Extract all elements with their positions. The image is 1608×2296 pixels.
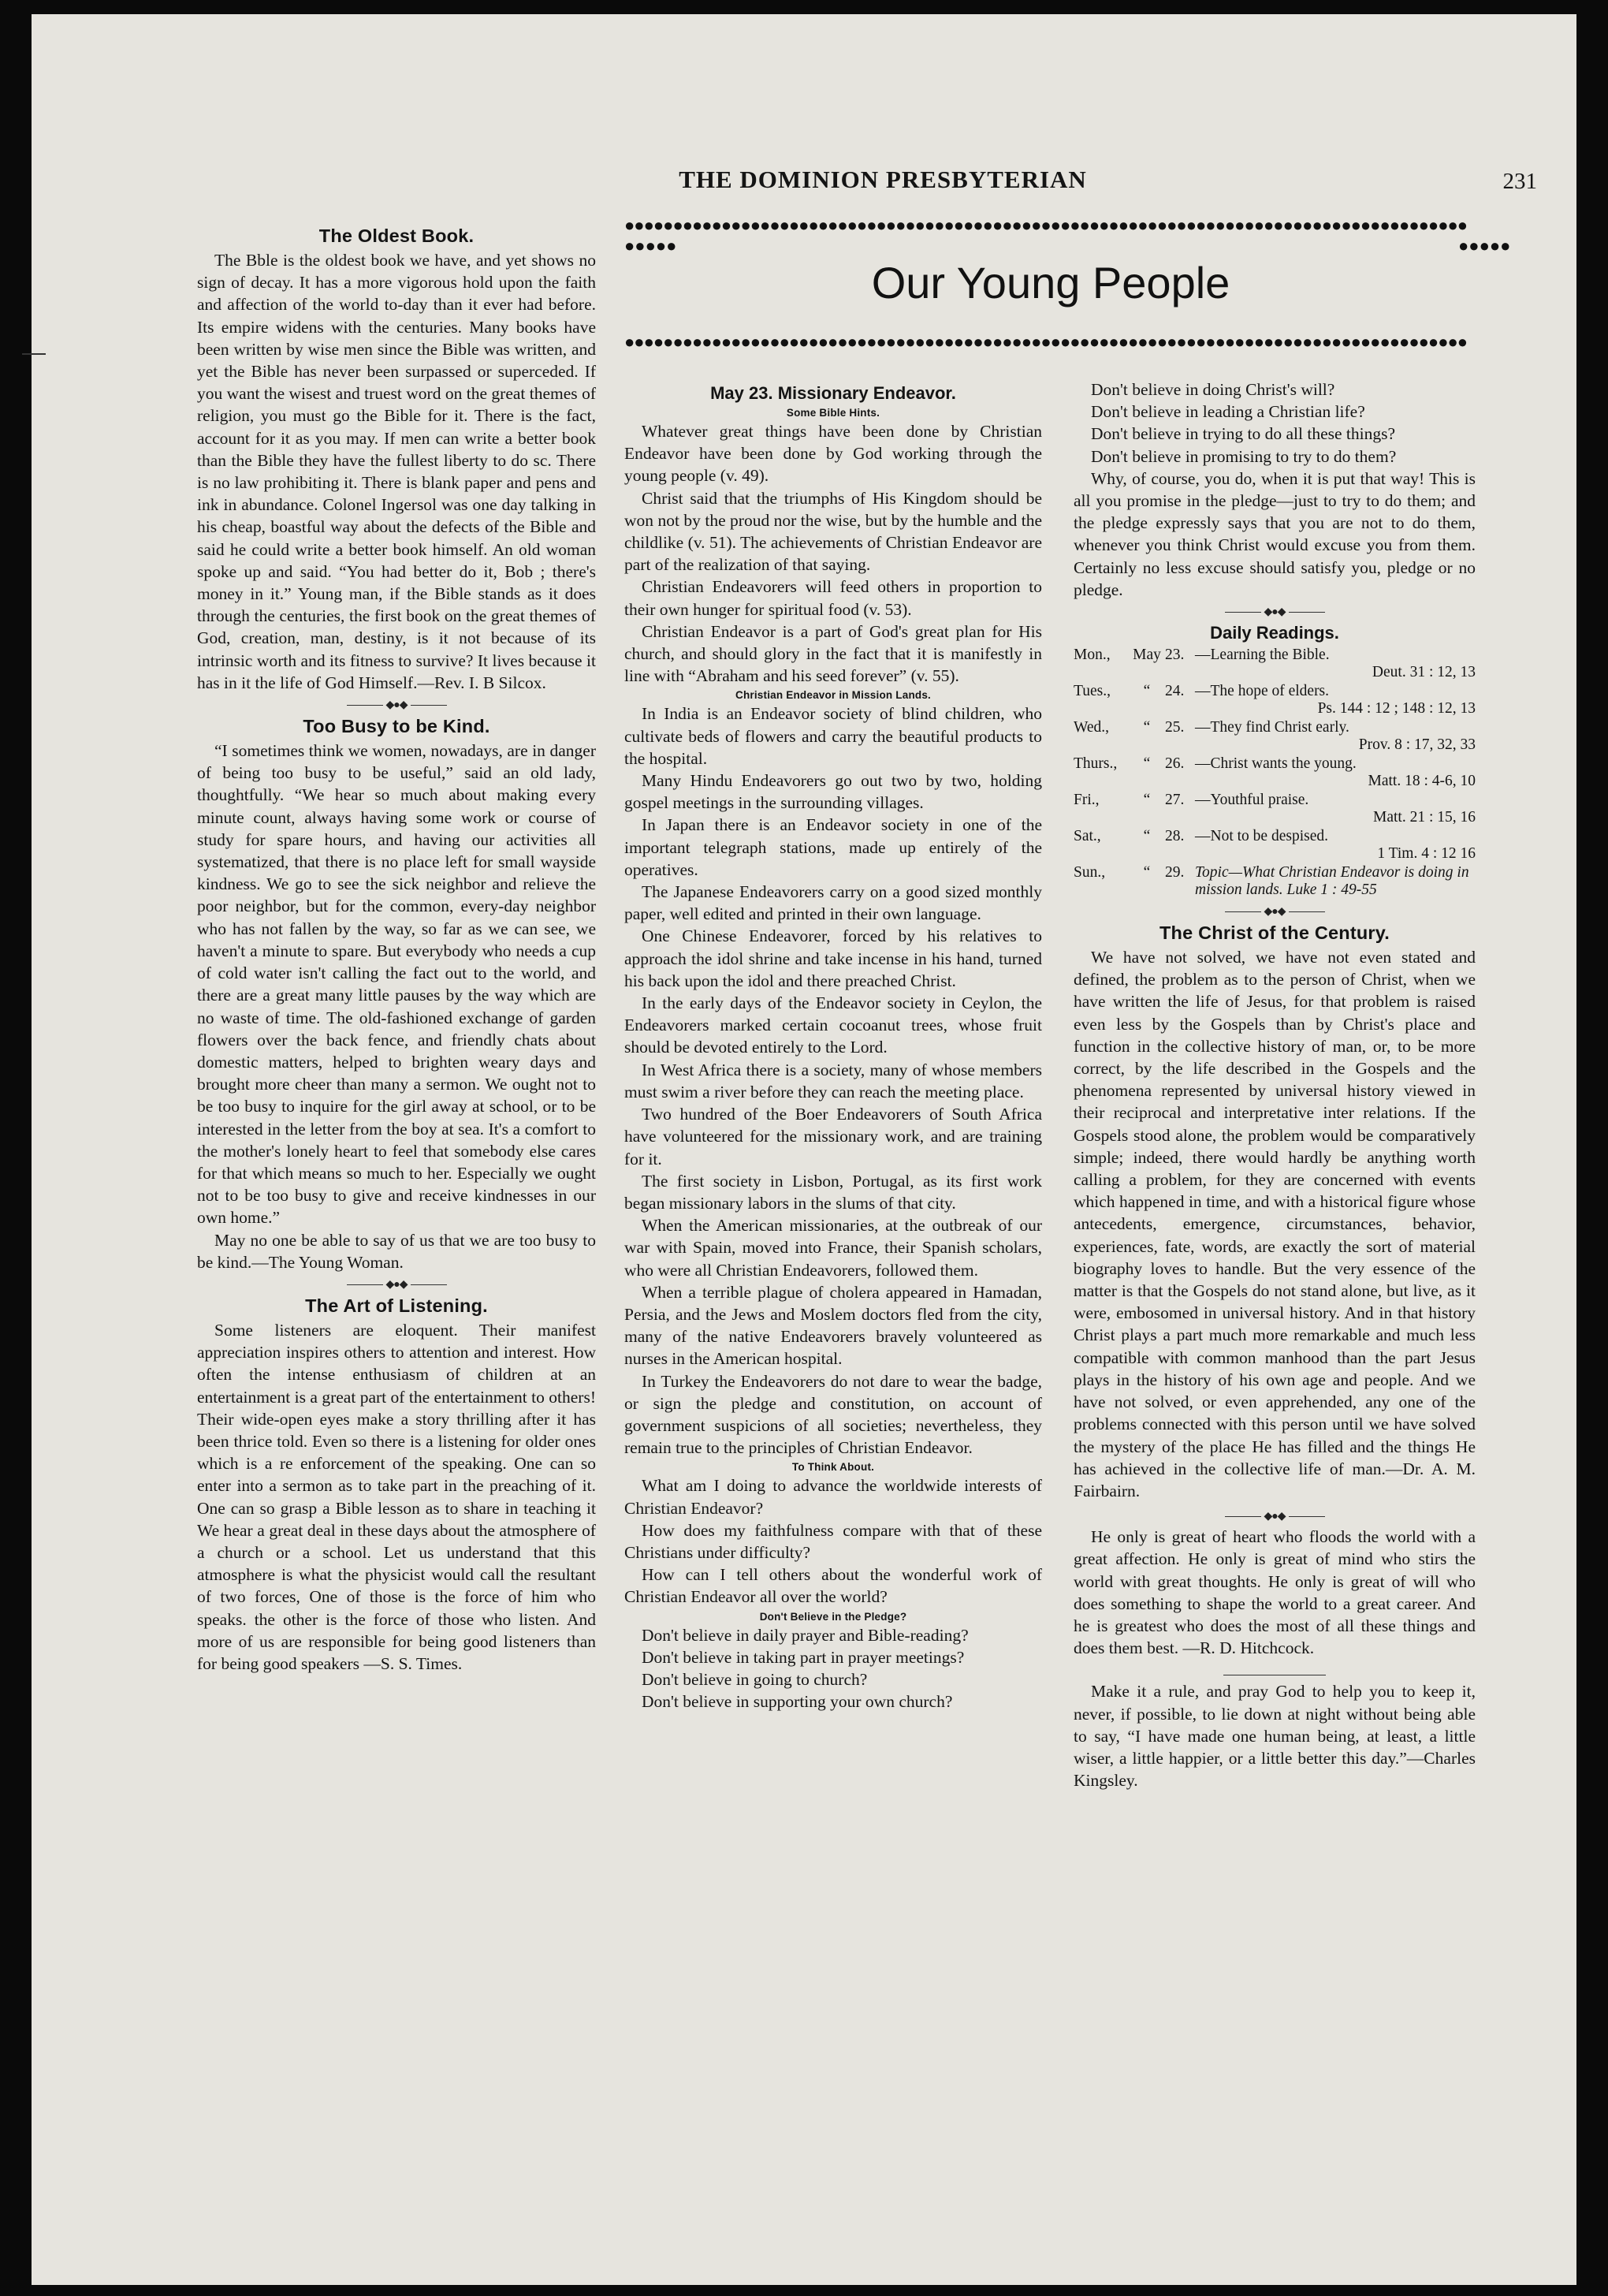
reading-reference: Prov. 8 : 17, 32, 33 <box>1358 736 1476 754</box>
article-body: Make it a rule, and pray God to help you to keep it, never, if possible, to lie down at night without being able to say, “I have made one human being, at least, a little wiser, a little happier, or a little better this day.”—Charles Kingsley. <box>1074 1682 1476 1791</box>
reading-date: 24. <box>1165 683 1185 700</box>
article-body: In the early days of the Endeavor society in Ceylon, the Endeavorers marked certain cocoanut trees, whose fruit should be devoted entirely to the Lord. <box>624 993 1042 1057</box>
newspaper-page <box>32 14 1576 2285</box>
chain-border-left: ●●●●● <box>624 236 677 255</box>
article-body: Don't believe in supporting your own church? <box>642 1692 953 1712</box>
section-divider: ◆●◆ <box>1074 1511 1476 1523</box>
subheading: Christian Endeavor in Mission Lands. <box>735 689 931 702</box>
article-body: Whatever great things have been done by Christian Endeavor have been done by God working through the young people (v. 49). <box>624 422 1042 486</box>
article-body: In West Africa there is a society, many of whose members must swim a river before they can reach the meeting place. <box>624 1060 1042 1101</box>
reading-day: Fri., <box>1074 792 1100 809</box>
article-title-missionary-endeavor: May 23. Missionary Endeavor. <box>710 383 956 403</box>
section-divider: ◆●◆ <box>197 1280 596 1291</box>
article-body: Don't believe in daily prayer and Bible-reading? <box>642 1625 969 1645</box>
article-body: Christian Endeavor is a part of God's great plan for His church, and should glory in the fact that it is manifestly in line with “Abraham and his seed forever” (v. 55). <box>624 621 1042 686</box>
reading-date: 29. <box>1165 864 1185 882</box>
article-body: The Bble is the oldest book we have, and yet shows no sign of decay. It has a more vigorous hold upon the faith and affection of the world to-day than it ever had before. Its empire widens with the centuries. Many books have been written by wise men since the Bible was written, and yet the Bible has never been surpassed or superceded. If you want the wisest and truest word on the great themes of religion, you must go the Bible for it. There is the fact, account for it as you may. If men can write a better book than the Bible they have the fullest liberty to do sc. There is no law prohibiting it. There is blank paper and pens and ink in abundance. Colonel Ingersol was one day talking in his cheap, boastful way about the defects of the Bible and said he could write a better book himself. An old woman spoke up and said. “You had better do it, Bob ; there's money in it.” Young man, if the Bible stands as it does through the centuries, the first book on the great themes of God, creation, man, destiny, is it not because of its intrinsic worth and its fitness to survive? It lives because it has in it the life of God Himself.—Rev. I. B Silcox. <box>197 251 596 692</box>
article-body: The Japanese Endeavorers carry on a good sized monthly paper, well edited and printed in their own language. <box>624 882 1042 924</box>
reading-row <box>1074 683 1476 700</box>
article-body: “I sometimes think we women, nowadays, are in danger of being too busy to be useful,” said an old lady, thoughtfully. “We hear so much about making every minute count, always having some work or course of study for spare hours, and having our activities all systematized, that there is no place left for small wayside kindness. We go to see the sick neighbor and relieve the poor neighbor, but for the common, every-day neighbor who has not fallen by the way, so far as we can see, we haven't a minute to spare. But everybody who needs a cup of cold water isn't calling the fact out to the world, and there are a great many little pauses by the way which are no waste of time. The old-fashioned exchange of garden flowers over the back fence, and friendly chats about domestic matters, helped to brighten weary days and brought more cheer than many a sermon. We ought not to be too busy to inquire for the girl away at school, or to be interested in the letter from the boy at sea. It's a comfort to the mother's lonely heart to feel that somebody else cares for that which means so much to her. Especially we ought not to be too busy to give and receive kindnesses in our own home.” <box>197 741 596 1228</box>
article-body: When a terrible plague of cholera appeared in Hamadan, Persia, and the Jews and Moslem doctors fled from the city, many of the native Endeavorers bravely volunteered as nurses in the American hospital. <box>624 1282 1042 1369</box>
reading-topic: —Christ wants the young. <box>1195 755 1357 773</box>
readings-table <box>1074 647 1476 900</box>
reading-month: “ <box>1143 828 1151 845</box>
reading-topic: —Learning the Bible. <box>1195 647 1330 664</box>
article-body: In Turkey the Endeavorers do not dare to wear the badge, or sign the pledge and constitution, on account of government suspicions of all societies; nevertheless, they remain true to the principles of Christian Endeavor. <box>624 1371 1042 1458</box>
chain-border-bottom: ●●●●●●●●●●●●●●●●●●●●●●●●●●●●●●●●●●●●●●●●●●●●●●●●●●●●●●●●●●●●●●●●●●●●●●●●●●●●●●●●●●●●●●● <box>624 332 1468 352</box>
article-body: He only is great of heart who floods the world with a great affection. He only is great of mind who stirs the world with great thoughts. He only is great of will who does something to shape the world to a great career. And he is greatest who does the most of all these things and does them best. —R. D. Hitchcock. <box>1074 1527 1476 1658</box>
reading-day: Tues., <box>1074 683 1111 700</box>
subheading: Some Bible Hints. <box>786 407 880 419</box>
article-title-oldest-book: The Oldest Book. <box>318 226 475 246</box>
subheading: To Think About. <box>791 1461 875 1474</box>
article-body: Don't believe in doing Christ's will? <box>1091 380 1335 399</box>
article-body: In India is an Endeavor society of blind children, who cultivate beds of flowers and carry the beautiful products to the hospital. <box>624 704 1042 768</box>
article-title-listening: The Art of Listening. <box>305 1295 488 1316</box>
reading-reference <box>1074 899 1476 900</box>
reading-row <box>1074 647 1476 664</box>
reading-topic: —They find Christ early. <box>1195 719 1349 736</box>
article-body: When the American missionaries, at the outbreak of our war with Spain, moved into France, their Spanish scholars, who were all Christian Endeavorers, followed them. <box>624 1216 1042 1280</box>
reading-reference: Deut. 31 : 12, 13 <box>1372 664 1476 681</box>
article-body: In Japan there is an Endeavor society in one of the important telegraph stations, made up entirely of the operatives. <box>624 815 1042 879</box>
reading-month: “ <box>1143 792 1151 809</box>
reading-topic: Topic—What Christian Endeavor is doing in mission lands. Luke 1 : 49-55 <box>1195 864 1469 899</box>
article-body: The first society in Lisbon, Portugal, as its first work began missionary labors in the slums of that city. <box>624 1171 1042 1213</box>
article-body: Many Hindu Endeavorers go out two by two, holding gospel meetings in the surrounding villages. <box>624 771 1042 813</box>
article-body: How can I tell others about the wonderful work of Christian Endeavor all over the world? <box>624 1565 1042 1607</box>
scan-edge-mark <box>22 353 46 355</box>
section-divider: ◆●◆ <box>1074 907 1476 918</box>
article-body: Some listeners are eloquent. Their manifest appreciation inspires others to attention and interest. How often the intense enthusiasm of children at an entertainment is a great part of the entertainment to others! Their wide-open eyes make a story thrilling after it has been thrice told. Even so there is a listening for older ones which is a re enforcement of the speaking. One can so enter into a sermon as to take part in the preaching of it. One can so grasp a Bible lesson as to share in teaching it We hear a great deal in these days about the atmosphere of a church or a school. Let us understand that this atmosphere is what the physicist would call the resultant of two forces, One of those is the force of him who speaks. the other is the force of those who listen. And more of us are responsible for being good listeners than for being good speakers —S. S. Times. <box>197 1320 596 1673</box>
article-body: Don't believe in leading a Christian life? <box>1091 402 1365 422</box>
reading-date: 27. <box>1165 792 1185 809</box>
reading-day: Wed., <box>1074 719 1109 736</box>
article-title-too-busy: Too Busy to be Kind. <box>303 716 490 737</box>
section-title: Our Young People <box>871 258 1230 308</box>
article-body: One Chinese Endeavorer, forced by his relatives to approach the idol shrine and take incense in his hand, turned his back upon the idol and there preached Christ. <box>624 926 1042 990</box>
reading-day: Sat., <box>1074 828 1101 845</box>
column-left <box>197 221 596 1675</box>
article-body: Don't believe in taking part in prayer meetings? <box>642 1647 965 1667</box>
reading-day: Thurs., <box>1074 755 1118 773</box>
article-body: Christ said that the triumphs of His Kingdom should be won not by the proud nor the wise, but by the humble and the childlike (v. 51). The achievements of Christian Endeavor are part of the realization of that saying. <box>624 488 1042 575</box>
reading-topic: —Youthful praise. <box>1195 792 1309 809</box>
article-body: Two hundred of the Boer Endeavorers of South Africa have volunteered for the missionary work, and are training for it. <box>624 1105 1042 1168</box>
page-number: 231 <box>1502 169 1537 194</box>
reading-date: 25. <box>1165 719 1185 736</box>
reading-month: “ <box>1143 719 1151 736</box>
chain-border-top: ●●●●●●●●●●●●●●●●●●●●●●●●●●●●●●●●●●●●●●●●●●●●●●●●●●●●●●●●●●●●●●●●●●●●●●●●●●●●●●●●●●●●●●● <box>624 215 1468 235</box>
article-body: Don't believe in promising to try to do them? <box>1091 446 1397 466</box>
reading-topic: —Not to be despised. <box>1195 828 1328 845</box>
article-body: Christian Endeavorers will feed others in proportion to their own hunger for spiritual food (v. 53). <box>624 577 1042 619</box>
reading-date: 26. <box>1165 755 1185 773</box>
section-banner <box>624 215 1511 352</box>
reading-row <box>1074 828 1476 845</box>
reading-row <box>1074 792 1476 809</box>
section-divider: ◆●◆ <box>197 700 596 711</box>
article-body: Don't believe in trying to do all these things? <box>1091 424 1396 444</box>
reading-date: 23. <box>1165 647 1185 664</box>
reading-row <box>1074 719 1476 736</box>
reading-month: “ <box>1143 683 1151 700</box>
column-middle <box>624 378 1042 1713</box>
reading-reference: Matt. 21 : 15, 16 <box>1373 809 1476 826</box>
article-body: We have not solved, we have not even stated and defined, the problem as to the person of Christ, when we have written the life of Jesus, for that problem is raised even less by the Gospels than by Christ's place and function in the collective history of man, or, to be more correct, by the life described in the Gospels and the phenomena represented by universal history viewed in their reciprocal and interpretative inter relations. If the Gospels stood alone, the problem would be comparatively simple; indeed, there would hardly be anything worth calling a problem, for they are concerned with events which happened in time, and with a historical figure whose antecedents, emergence, circumstances, behavior, experiences, fate, words, are exactly the sort of material biography loves to handle. But the very essence of the matter is that the Gospels do not stand alone, but live, as it were, embosomed in universal history. And in that history Christ plays a part much more remarkable and much less compatible with common manhood than the part Jesus plays in the history of his own age and people. And we have not solved, or even apprehended, any one of the problems connected with this person until we have solved the mystery of the place He has filled and the things He has achieved in the collective life of man.—Dr. A. M. Fairbairn. <box>1074 948 1476 1500</box>
article-title-christ-century: The Christ of the Century. <box>1159 922 1390 944</box>
subheading: Don't Believe in the Pledge? <box>759 1610 907 1623</box>
reading-reference: 1 Tim. 4 : 12 16 <box>1377 845 1476 863</box>
reading-reference: Matt. 18 : 4-6, 10 <box>1368 773 1476 790</box>
article-body: May no one be able to say of us that we are too busy to be kind.—The Young Woman. <box>197 1230 596 1272</box>
chain-border-right: ●●●●● <box>1458 236 1511 255</box>
reading-day: Mon., <box>1074 647 1111 664</box>
reading-row <box>1074 864 1476 899</box>
reading-month: “ <box>1143 864 1151 882</box>
article-body: What am I doing to advance the worldwide interests of Christian Endeavor? <box>624 1476 1042 1518</box>
rule-divider <box>1223 1664 1326 1675</box>
reading-reference: Ps. 144 : 12 ; 148 : 12, 13 <box>1317 700 1476 718</box>
article-title-daily-readings: Daily Readings. <box>1210 623 1339 643</box>
reading-row <box>1074 755 1476 773</box>
article-body: How does my faithfulness compare with that of these Christians under difficulty? <box>624 1520 1042 1562</box>
reading-date: 28. <box>1165 828 1185 845</box>
reading-month: “ <box>1143 755 1151 773</box>
article-body: Why, of course, you do, when it is put that way! This is all you promise in the pledge—just to try to do them; and the pledge expressly says that you are not to do them, whenever you think Christ would excuse you from them. Certainly no less excuse should satisfy you, pledge or no pledge. <box>1074 468 1476 599</box>
page-header-title: THE DOMINION PRESBYTERIAN <box>679 166 1087 193</box>
column-right <box>1074 378 1476 1791</box>
reading-day: Sun., <box>1074 864 1106 882</box>
section-divider: ◆●◆ <box>1074 607 1476 618</box>
article-body: Don't believe in going to church? <box>642 1669 868 1689</box>
reading-topic: —The hope of elders. <box>1195 683 1330 700</box>
reading-month: May <box>1133 647 1161 664</box>
